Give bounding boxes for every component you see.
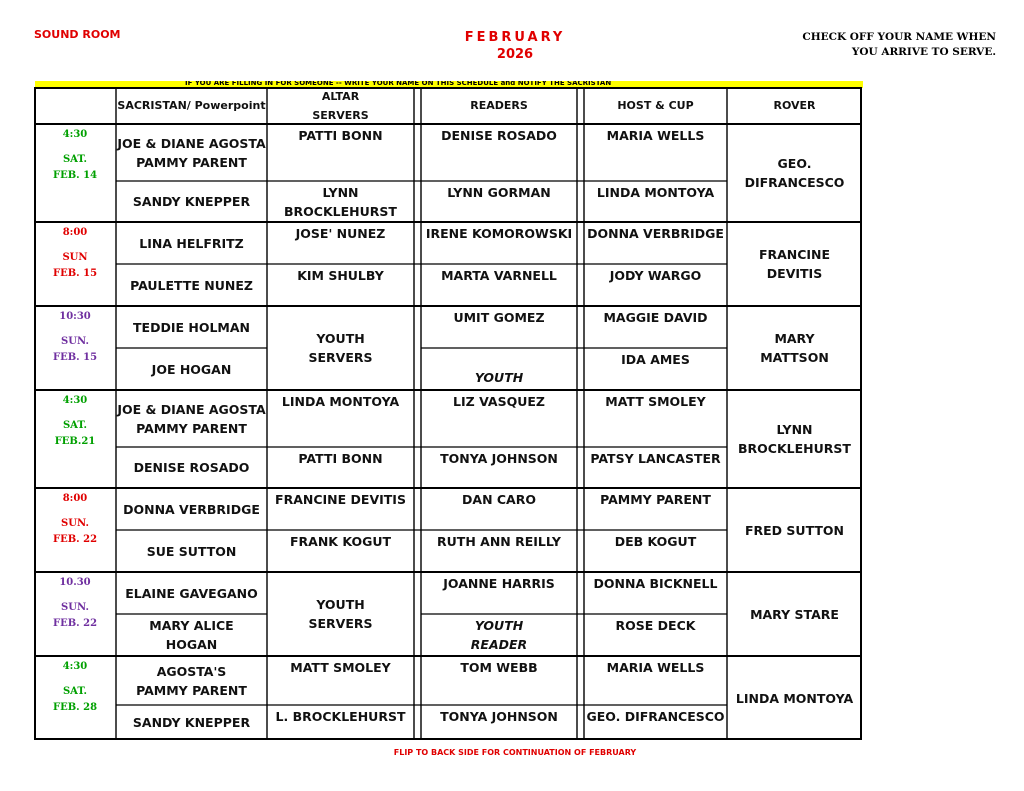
host-cup-cell [584, 572, 727, 614]
check-off-line-2: YOU ARRIVE TO SERVE. [851, 46, 996, 58]
sacristan-cell [116, 488, 267, 530]
rover-cell-line: BROCKLEHURST [738, 441, 851, 456]
mass-day-block [34, 576, 116, 633]
mass-day: SAT. [62, 686, 88, 697]
reader-cell-line: JOANNE HARRIS [443, 576, 555, 591]
altar-servers-cell-line: FRANCINE DEVITIS [275, 492, 406, 507]
altar-servers-cell [267, 447, 414, 488]
sacristan-cell-line: PAMMY PARENT [136, 420, 247, 436]
mass-day-block [34, 128, 116, 185]
sacristan-cell [116, 264, 267, 306]
reader-cell-line: IRENE KOMOROWSKI [425, 226, 573, 241]
reader-cell-line: READER [470, 637, 528, 652]
host-cup-cell-line: PATSY LANCASTER [590, 451, 721, 466]
reader-cell-line: YOUTH [474, 370, 524, 385]
mass-time: 4:30 [62, 129, 88, 140]
banner-text: IF YOU ARE FILLING IN FOR SOMEONE -- WRITE YOUR NAME ON THIS SCHEDULE and NOTIFY THE SACRISTAN [185, 81, 612, 87]
mass-day: SUN. [61, 518, 89, 529]
mass-time: 4:30 [62, 395, 88, 406]
host-cup-cell [584, 656, 727, 705]
mass-day-block [34, 394, 116, 451]
host-cup-cell-line: PAMMY PARENT [600, 492, 711, 507]
rover-cell-line: MATTSON [760, 350, 829, 365]
check-off-note [756, 30, 996, 60]
reader-cell [421, 390, 577, 447]
reader-cell-line: DENISE ROSADO [441, 128, 557, 143]
altar-servers-cell [267, 181, 414, 222]
mass-day: SUN. [61, 336, 89, 347]
altar-servers-cell [267, 572, 414, 656]
host-cup-cell [584, 614, 727, 656]
header-readers-line: READERS [470, 99, 528, 112]
sacristan-cell-line: ELAINE GAVEGANO [125, 585, 258, 601]
reader-cell-line: TONYA JOHNSON [440, 709, 558, 724]
host-cup-cell-line: IDA AMES [621, 352, 690, 367]
sacristan-cell-line: SANDY KNEPPER [132, 194, 251, 209]
mass-date: FEB. 14 [52, 170, 98, 181]
altar-servers-cell-line: YOUTH [316, 331, 365, 346]
reader-cell [421, 656, 577, 705]
mass-date: FEB. 28 [52, 702, 98, 713]
sacristan-cell [116, 705, 267, 740]
sacristan-cell-line: TEDDIE HOLMAN [133, 319, 250, 335]
sacristan-cell [116, 656, 267, 705]
rover-cell [727, 124, 862, 222]
mass-date: FEB. 22 [52, 618, 98, 629]
rover-cell-line: LINDA MONTOYA [735, 690, 854, 706]
altar-servers-cell-line: JOSE' NUNEZ [295, 226, 386, 241]
host-cup-cell [584, 348, 727, 390]
altar-servers-cell-line: MATT SMOLEY [290, 660, 391, 675]
sacristan-cell-line: SANDY KNEPPER [132, 715, 251, 730]
reader-cell-line: LYNN GORMAN [447, 185, 551, 200]
host-cup-cell [584, 447, 727, 488]
altar-servers-cell [267, 306, 414, 390]
sacristan-cell-line: LINA HELFRITZ [139, 235, 244, 251]
sacristan-cell-line: PAMMY PARENT [136, 682, 247, 698]
host-cup-cell [584, 488, 727, 530]
reader-cell [421, 124, 577, 181]
altar-servers-cell-line: KIM SHULBY [297, 268, 384, 283]
header-sacristan-line: SACRISTAN/ Powerpoint [117, 99, 266, 112]
host-cup-cell [584, 264, 727, 306]
mass-date: FEB. 22 [52, 534, 98, 545]
location-label: SOUND ROOM [34, 28, 121, 41]
host-cup-cell-line: ROSE DECK [615, 618, 696, 633]
header-host-cup-line: HOST & CUP [617, 99, 694, 112]
rover-cell-line: MARY [774, 331, 815, 346]
sacristan-cell-line: SUE SUTTON [146, 543, 237, 559]
rover-cell [727, 572, 862, 656]
altar-servers-cell-line: LYNN BROCKLEHURST [284, 185, 397, 219]
altar-servers-cell-line: SERVERS [308, 350, 373, 365]
sacristan-cell-line: PAMMY PARENT [136, 154, 247, 170]
sacristan-cell [116, 614, 267, 656]
altar-servers-cell [267, 124, 414, 181]
header-readers [421, 87, 577, 124]
rover-cell [727, 306, 862, 390]
reader-cell-line: TOM WEBB [460, 660, 538, 675]
host-cup-cell-line: GEO. DIFRANCESCO [586, 709, 725, 724]
rover-cell-line: FRED SUTTON [744, 522, 844, 538]
reader-cell [421, 705, 577, 740]
rover-cell-line: LYNN [776, 422, 813, 437]
altar-servers-cell-line: L. BROCKLEHURST [275, 709, 406, 724]
sacristan-cell [116, 306, 267, 348]
host-cup-cell [584, 705, 727, 740]
reader-cell-line: TONYA JOHNSON [440, 451, 558, 466]
altar-servers-cell-line: PATTI BONN [298, 128, 383, 143]
sacristan-cell [116, 530, 267, 572]
reader-cell-line: UMIT GOMEZ [453, 310, 545, 325]
host-cup-cell-line: DONNA BICKNELL [593, 576, 718, 591]
mass-day: SUN [62, 252, 88, 263]
mass-day-block [34, 492, 116, 549]
reader-cell [421, 181, 577, 222]
mass-day-block [34, 226, 116, 283]
sacristan-cell [116, 390, 267, 447]
mass-day: SAT. [62, 420, 88, 431]
header-host-cup [584, 87, 727, 124]
header-altar-servers-line: SERVERS [312, 108, 369, 122]
altar-servers-cell [267, 530, 414, 572]
footer-note: FLIP TO BACK SIDE FOR CONTINUATION OF FEBRUARY [393, 748, 637, 757]
host-cup-cell-line: MARIA WELLS [606, 128, 705, 143]
sacristan-cell-line: JOE & DIANE AGOSTA [117, 401, 266, 417]
header-rover-line: ROVER [773, 99, 816, 112]
mass-date: FEB.21 [54, 436, 96, 447]
host-cup-cell [584, 390, 727, 447]
reader-cell-line: MARTA VARNELL [441, 268, 557, 283]
reader-cell [421, 614, 577, 656]
rover-cell [727, 222, 862, 306]
rover-cell-line: FRANCINE [758, 247, 831, 262]
host-cup-cell-line: DEB KOGUT [614, 534, 697, 549]
reader-cell [421, 488, 577, 530]
altar-servers-cell-line: FRANK KOGUT [289, 534, 392, 549]
mass-day-block [34, 660, 116, 717]
sacristan-cell [116, 181, 267, 222]
sacristan-cell [116, 447, 267, 488]
reader-cell [421, 306, 577, 348]
host-cup-cell [584, 222, 727, 264]
altar-servers-cell-line: LINDA MONTOYA [281, 394, 400, 409]
host-cup-cell-line: DONNA VERBRIDGE [587, 226, 724, 241]
sacristan-cell-line: JOE HOGAN [151, 361, 232, 377]
rover-cell-line: GEO. DIFRANCESCO [744, 156, 845, 190]
header-altar-servers-line: ALTAR [321, 89, 360, 103]
sacristan-cell-line: AGOSTA'S [156, 663, 227, 679]
sacristan-cell-line: DONNA VERBRIDGE [123, 501, 260, 517]
reader-cell-line: DAN CARO [462, 492, 536, 507]
altar-servers-cell [267, 222, 414, 264]
mass-time: 4:30 [62, 661, 88, 672]
sacristan-cell [116, 124, 267, 181]
reader-cell-line: YOUTH [474, 618, 524, 633]
header-altar-servers [267, 87, 414, 124]
rover-cell [727, 488, 862, 572]
mass-date: FEB. 15 [52, 352, 98, 363]
altar-servers-cell-line: SERVERS [308, 616, 373, 631]
reader-cell [421, 572, 577, 614]
sacristan-cell [116, 572, 267, 614]
host-cup-cell [584, 124, 727, 181]
year-title: 2026 [496, 47, 534, 62]
sacristan-cell-line: PAULETTE NUNEZ [130, 277, 253, 293]
host-cup-cell-line: LINDA MONTOYA [596, 185, 715, 200]
reader-cell-line: LIZ VASQUEZ [453, 394, 545, 409]
altar-servers-cell [267, 705, 414, 740]
header-rover [727, 87, 862, 124]
host-cup-cell [584, 306, 727, 348]
mass-time: 10:30 [59, 311, 91, 322]
schedule-table [34, 87, 862, 740]
host-cup-cell-line: JODY WARGO [609, 268, 702, 283]
sacristan-cell [116, 348, 267, 390]
month-title: FEBRUARY [464, 30, 566, 45]
altar-servers-cell-line: PATTI BONN [298, 451, 383, 466]
reader-cell [421, 222, 577, 264]
host-cup-cell [584, 530, 727, 572]
altar-servers-cell [267, 488, 414, 530]
rover-cell [727, 390, 862, 488]
altar-servers-cell [267, 656, 414, 705]
header-sacristan [116, 87, 267, 124]
reader-cell-line: RUTH ANN REILLY [437, 534, 561, 549]
host-cup-cell-line: MARIA WELLS [606, 660, 705, 675]
rover-cell [727, 656, 862, 740]
host-cup-cell-line: MAGGIE DAVID [603, 310, 708, 325]
rover-cell-line: MARY STARE [750, 606, 839, 622]
rover-cell-line: DEVITIS [766, 266, 823, 281]
mass-date: FEB. 15 [52, 268, 98, 279]
check-off-line-1: CHECK OFF YOUR NAME WHEN [802, 31, 996, 43]
mass-time: 10.30 [59, 577, 91, 588]
host-cup-cell [584, 181, 727, 222]
reader-cell [421, 447, 577, 488]
altar-servers-cell-line: YOUTH [316, 597, 365, 612]
sacristan-cell-line: HOGAN [165, 637, 218, 652]
mass-day: SAT. [62, 154, 88, 165]
sacristan-cell-line: DENISE ROSADO [133, 460, 250, 475]
mass-day: SUN. [61, 602, 89, 613]
altar-servers-cell [267, 264, 414, 306]
sacristan-cell [116, 222, 267, 264]
mass-time: 8:00 [62, 227, 88, 238]
sacristan-cell-line: MARY ALICE [149, 618, 234, 633]
host-cup-cell-line: MATT SMOLEY [605, 394, 706, 409]
mass-day-block [34, 310, 116, 367]
sacristan-cell-line: JOE & DIANE AGOSTA [117, 135, 266, 151]
reader-cell [421, 348, 577, 390]
reader-cell [421, 530, 577, 572]
altar-servers-cell [267, 390, 414, 447]
mass-time: 8:00 [62, 493, 88, 504]
reader-cell [421, 264, 577, 306]
